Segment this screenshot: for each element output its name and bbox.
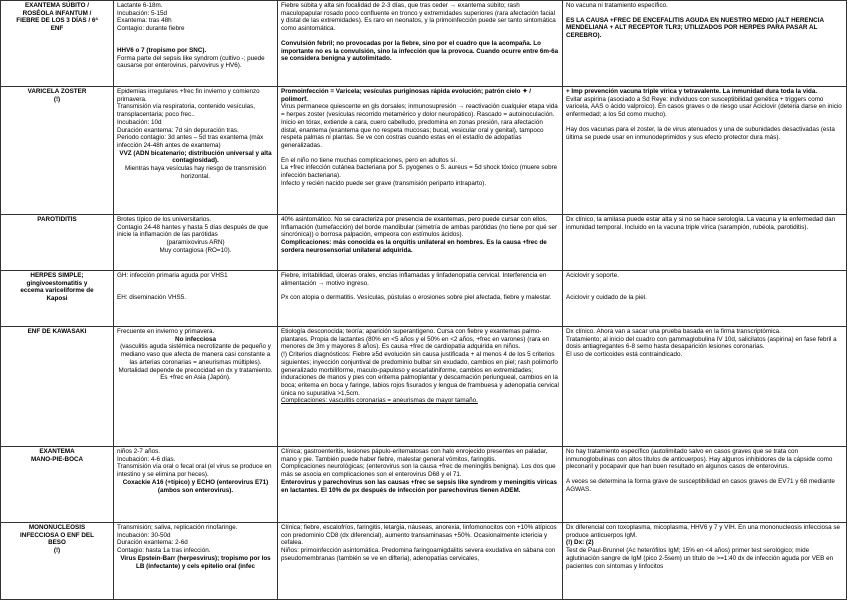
clinical-cell: Promoinfección = Varicela; vesículas puriginosas rápida evolución; patrón cielo ✦ / polimorf. Virus permanece quiescente en gls dorsales; inmunosupresión → reactivación cualquier etapa vida = herpes zoster (vesículas recorrido metamérico y dolor neuropático). Rascado = autoinoculación. Inicio en tórax, extiende a cara, cuero cabelludo, predomina en zonas presión, rara afectación distal, enantema (exantema que no respeta mucosas; bucal, vesicular oral y genital), tampoco respeta palmas ni plantas. Se ve con costras cuando estas en el estadío de adopatías generalizadas. En el niño no tiene muchas complicaciones, pero en adultos sí. La +frec infección cutánea bacteriana por S. pyogenes o S. aureus = 5d shock tóxico (muere sobre infección bacteriana). Infecto y recién nacido puede ser grave (transmisión periparto intraparto). [278,87,563,215]
clinical-cell: Clínica; fiebre, escalofríos, faringitis, letargia, náuseas, anorexia, linfomonocitos con +10% atípicos con predominio CD8 (dx diferencial), aumento transaminasas +50%. Ocasionalmente ictericia y cefalea. Niños: primoinfección asintomática. Predomina faringoamigdalitis severa exudativa en sábana con pseudomembranas (también se ve en difteria), adenopatías cervicales, [278,523,563,600]
clinical-cell: Clínica; gastroenteritis, lesiones pápulo-eritematosas con halo enrojecido presentes en paladar, mano y pie. También puede haber fiebre, malestar general vómitos, faringitis. Complicaciones neurológicas; (enterovirus son la causa +frec de meningitis benigna). Los dos que más se asocia en complicaciones son el enterovirus D68 y el 71. Enterovirus y parechovirus son las causas +frec se sepsis like syndrom y meningitis víricas en lactantes. El 10% de px después de infección por parechovirus tienen ADEM. [278,447,563,523]
disease-name-cell: EXANTEMA SÚBITO / ROSÉOLA INFANTUM / FIEBRE DE LOS 3 DÍAS / 6ª ENF [1,1,114,87]
treatment-cell: Dx clínico. Ahora van a sacar una prueba basada en la firma transcriptómica. Tratamiento; al inicio del cuadro con gammaglobulina IV 10d, salicilatos (aspirina) en fase febril a dosis antiagregantes 6-8 semo hasta desaparición lesiones coronarias. El uso de corticoides está contraindicado. [563,327,847,447]
disease-name-cell: PAROTIDITIS [1,215,114,271]
table-row [1,87,847,215]
epidemiology-cell: Brotes típico de los universitarios. Contagio 24-48 hantes y hasta 5 días después de que inicie la inflamación de las parótidas (paramixovirus ARN) Muy contagiosa (RO=10). [114,215,278,271]
table-row [1,327,847,447]
clinical-cell: Etiología desconocida; teoría; aparición superantígeno. Cursa con fiebre y exantemas palmo-plantares. Propia de lactantes (80% en <5 años y el 50% en <2 años, +frec en varones) (rara en menores de 3m y mayores 8 años). Es causa +frec de cardiopatía adquirida en niños. (!) Criterios diagnósticos: Fiebre ≥5d evolución sin causa justificada + al menos 4 de los 5 criterios siguientes; inyección conjuntival de predominio bulbar sin exudado, cambios en piel; rash polimorfo generalizado morbiliforme, maculo-papuloso y escarlatiniforme, cambios en extremidades; induraciones de manos y pies con eritema palmoplantar y descamación periungueal, cambios en la boca; eritema en boca y faringe, labios rojos fisurados y lengua de frambuesa y adenopatía cervical única no supurativa >1,5cm. Complicaciones: vasculitis coronarias = aneurismas de mayor tamaño. [278,327,563,447]
clinical-cell: Fiebre súbita y alta sin focalidad de 2-3 días, que tras ceder → exantema súbito; rash maculopapular rosado poco confluente en tronco y extremidades superiores (rara afectación facial y distal de las extremidades). Es raro en neonatos, y la primoinfección puede ser tanto sintomática como asintomática. Convulsión febril; no provocadas por la fiebre, sino por el cuadro que la acompaña. Lo importante no es la convulsión, sino la infección que la provoca. Cuando ocurre entre 6m-6a se considera benigna y autolimitado. [278,1,563,87]
treatment-cell: No vacuna ni tratamiento específico. ES LA CAUSA +FREC DE ENCEFALITIS AGUDA EN NUESTRO MEDIO (ALT HERENCIA MENDELIANA + ALT RECEPTOR TLR3; UTILIZADOS POR HERPES PARA PASAR AL CEREBRO). [563,1,847,87]
disease-name-cell: VARICELA ZOSTER (!) [1,87,114,215]
treatment-cell: Dx diferencial con toxoplasma, micoplasma, HHV6 y 7 y VIH. En una mononucleosis infecciosa se produce anticuerpos IgM. (!) Dx: (2) Test de Paul-Brunnel (Ac heterófilos IgM; 15% en <4 años) primer test serológico; mide aglutinación sangre de IgM (pico 2-5sem) un título de >=1:40 dx de infección aguda por VEB en pacientes con síntomas y linfocitos [563,523,847,600]
treatment-cell: Aciclovir y soporte. Aciclovir y cuidado de la piel. [563,271,847,327]
treatment-cell: Dx clínico, la amilasa puede estar alta y si no se hace serología. La vacuna y la enfermedad dan inmunidad temporal. Incluido en la vacuna triple vírica (sarampión, rubéola, parotiditis). [563,215,847,271]
treatment-cell: No hay tratamiento específico (autolimitado salvo en casos graves que se trata con inmunoglobulinas con altos títulos de anticuerpos). Hay algunos inhibidores de la cápside como pleconaril y pocapavir que han buen resultado en algunos casos de enterovirus. A veces se determina la forma grave de susceptibilidad en casos graves de EV71 y 68 mediante AGWAS. [563,447,847,523]
table-row [1,523,847,600]
epidemiology-cell: Transmisión; saliva, replicación rinofaringe. Incubación: 30-50d Duración exantema: 2-6d Contagio: hasta 1a tras infección. Virus Epstein-Barr (herpesvirus); tropismo por los LB (infectante) y cels epitelio oral (infec [114,523,278,600]
disease-name-cell: MONONUCLEOSIS INFECCIOSA O ENF DEL BESO (!) [1,523,114,600]
table-row [1,271,847,327]
table-row [1,447,847,523]
disease-name-cell: EXANTEMA MANO-PIE-BOCA [1,447,114,523]
clinical-cell: Fiebre, irritabilidad, úlceras orales, encías inflamadas y linfadenopatía cervical. Interferencia en alimentación → motivo ingreso. Px con atopia o dermatitis. Vesículas, pústulas o erosiones sobre piel afectada, fiebre y malestar. [278,271,563,327]
epidemiology-cell: Lactante 6-18m. Incubación: 5-15d Exantema: tras 48h Contagio: durante fiebre HHV6 o 7 (tropismo por SNC). Forma parte del sepsis like syndrom (cultivo -; puede causarse por enterovirus, parvovirus y HV6). [114,1,278,87]
clinical-cell: 40% asintomático. No se caracteriza por presencia de exantemas, pero puede cursar con ellos. Inflamación (tumefacción) del borde mandibular (simetría de ambas parótidas (no tiene por qué ser sincrónica)) o borrosa palpación, empeora con estímulos ácidos). Complicaciones: más conocida es la orquitis unilateral en hombres. Es la causa +frec de sordera neurosensorial unilateral adquirida. [278,215,563,271]
treatment-cell: + Imp prevención vacuna triple vírica y tetravalente. La inmunidad dura toda la vida. Evitar aspirina (asociado a Sd Reye: individuos con susceptibilidad genética + triggers como varicela, AAS o ácido valproico). En casos graves o de riesgo usar Aciclovir (deteria darse en inicio enfermedad; a los 5d como mucho). Hay dos vacunas para el zoster, la de virus atenuados y una de subunidades desactivadas (esta última se puede usar en inmunodeprimidos y sus efecto protector dura más). [563,87,847,215]
epidemiology-cell: niños 2-7 años. Incubación: 4-6 días. Transmisión vía oral o fecal oral (el virus se produce en intestino y se elimina por heces). Coxackie A16 (+típico) y ECHO (enterovirus E71) (ambos son enterovirus). [114,447,278,523]
disease-name-cell: ENF DE KAWASAKI [1,327,114,447]
disease-name-cell: HERPES SIMPLE; gingivoestomatitis y eccema variceliforme de Kaposi [1,271,114,327]
table-row [1,1,847,87]
epidemiology-cell: GH: infección primaria aguda por VHS1 EH: diseminación VHS5. [114,271,278,327]
epidemiology-cell: Epidemias irregulares +frec fin invierno y comienzo primavera. Transmisión vía respiratoria, contenido vesículas, transplacentaria; poco frec.. Incubación: 10d Duración exantema: 7d sin depuración tras. Periodo contagio: 3d antes – 5d tras exantema (máx infección 24-48h antes de exantema) VVZ (ADN bicatenario; distribución universal y alta contagiosidad). Mientras haya vesículas hay riesgo de transmisión horizontal. [114,87,278,215]
table-row [1,215,847,271]
epidemiology-cell: Frecuente en invierno y primavera. No infecciosa (vasculitis aguda sistémica necrotizante de pequeño y mediano vaso que afecta de manera casi constante a las arterias coronarias = aneurismas múltiples). Mortalidad depende de precocidad en dx y tratamiento. Es +frec en Asia (Japón). [114,327,278,447]
